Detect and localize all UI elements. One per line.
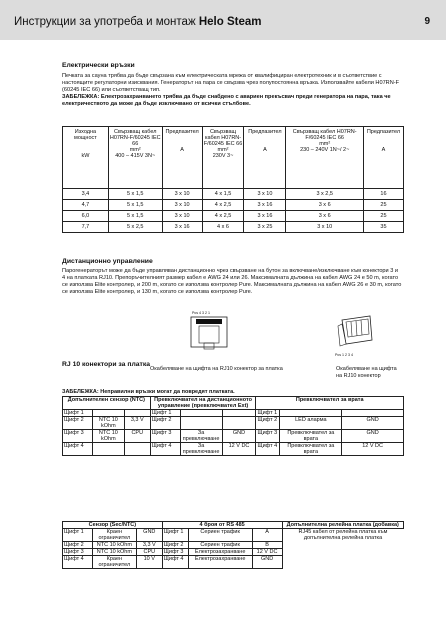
wiring-cell: GND bbox=[342, 417, 404, 430]
wiring-cell: 3,3 V bbox=[124, 417, 150, 430]
power-cell: 3 x 2,5 bbox=[286, 189, 364, 200]
bottom-table-header-row bbox=[63, 522, 404, 529]
wiring-cell: Щифт 3 bbox=[63, 430, 93, 443]
power-cable-table bbox=[62, 126, 404, 233]
wiring-table-row bbox=[63, 430, 404, 443]
header-title-prefix: Инструкции за употреба и монтаж bbox=[14, 16, 199, 28]
wiring-cell bbox=[342, 410, 404, 417]
rj10-caption-left: Окабеляване на щифта на RJ10 конектор за платка bbox=[150, 366, 283, 372]
wiring-cell bbox=[222, 410, 256, 417]
rj10-plug-icon bbox=[336, 310, 376, 350]
rj10-caption-right-2: на RJ10 конектор bbox=[336, 373, 381, 379]
remote-paragraph: Парогенераторът може да бъде управляван дистанционно чрез свързване на бутон за включване/изключване към конектори 3 и 4 на платката RJ10. Препоръчителният размер кабел е AWG 24 или 26. Максималната дължина на кабел AWG 24 е 50 m, когато се използва Elite контролер, и 200 m, когато се използва контролер Pure. Максималната дължина на кабел AWG 26 е 30 m, когато се използва Elite контролер, и 130 m, когато се използва контролер Pure. bbox=[62, 268, 402, 296]
power-header-cable1-label: Свързващ кабел H07RN-F/60245 IEC 66 bbox=[109, 129, 161, 147]
power-unit-3: mm² bbox=[217, 147, 229, 153]
power-cell: 5 x 2,5 bbox=[108, 222, 162, 233]
electrical-title: Електрически връзки bbox=[62, 62, 135, 69]
wiring-cell: 12 V DC bbox=[222, 443, 256, 456]
power-cell: 3 x 16 bbox=[244, 211, 286, 222]
rj10-title: RJ 10 конектори за платка bbox=[62, 361, 151, 368]
power-cell: 4 x 2,5 bbox=[202, 200, 244, 211]
bottom-sensor-cell: Краен ограничител bbox=[92, 529, 136, 542]
bottom-sensor-header: Сензор (Sec/NTC) bbox=[63, 522, 163, 529]
power-cell: 3 x 16 bbox=[162, 222, 202, 233]
remote-title: Дистанционно управление bbox=[62, 258, 153, 265]
power-cell: 3 x 10 bbox=[162, 211, 202, 222]
power-header-output-label: Изходна мощност bbox=[74, 129, 97, 141]
bottom-rs-cell: Електрозахранване bbox=[188, 556, 252, 569]
wiring-cell bbox=[180, 410, 222, 417]
page-number: 9 bbox=[424, 16, 430, 27]
bottom-sensor-cell: Щифт 4 bbox=[63, 556, 93, 569]
wiring-table-row bbox=[63, 443, 404, 456]
power-cell: 5 x 1,5 bbox=[108, 211, 162, 222]
power-header-fuse1 bbox=[162, 127, 202, 189]
bottom-sensor-cell: Щифт 3 bbox=[63, 549, 93, 556]
wiring-cell: Щифт 1 bbox=[256, 410, 280, 417]
power-voltage-1: 400 – 415V 3N~ bbox=[115, 153, 156, 159]
wiring-cell bbox=[280, 410, 342, 417]
power-header-cable3 bbox=[286, 127, 364, 189]
power-voltage-2: 230V 3~ bbox=[212, 153, 234, 159]
power-unit-6: A bbox=[381, 147, 386, 153]
power-table-header-row bbox=[63, 127, 404, 189]
power-unit-2: A bbox=[180, 147, 184, 153]
bottom-sensor-cell: Щифт 2 bbox=[63, 542, 93, 549]
power-table-row bbox=[63, 211, 404, 222]
wiring-cell bbox=[222, 417, 256, 430]
page-header bbox=[0, 0, 446, 40]
power-cell: 3 x 10 bbox=[162, 200, 202, 211]
rj10-board-connector-icon bbox=[190, 316, 228, 352]
bottom-sensor-cell: NTC 10 kOhm bbox=[92, 549, 136, 556]
bottom-table-body bbox=[63, 529, 404, 569]
wiring-remote-header: Превключвател на дистанционното управление (превключвател Ext) bbox=[150, 397, 256, 410]
electrical-section bbox=[62, 73, 402, 108]
wiring-table-row bbox=[63, 410, 404, 417]
header-title-brand: Helo Steam bbox=[198, 16, 262, 28]
power-voltage-3: 230 – 240V 1N~/ 2~ bbox=[300, 147, 350, 153]
wiring-table bbox=[62, 396, 404, 456]
header-title bbox=[14, 16, 261, 28]
power-header-cable2-label: Свързващ кабел H07RN-F/60245 IEC 66 bbox=[203, 129, 243, 147]
bottom-rs-header: 4 броя от RS 485 bbox=[162, 522, 282, 529]
wiring-cell bbox=[124, 443, 150, 456]
power-cell: 5 x 1,5 bbox=[108, 200, 162, 211]
wiring-cell: Щифт 4 bbox=[256, 443, 280, 456]
power-cell: 3 x 25 bbox=[244, 222, 286, 233]
wiring-cell: Щифт 2 bbox=[150, 417, 180, 430]
bottom-rs-cell: Сериен трафик bbox=[188, 529, 252, 542]
power-cell: 4 x 1,5 bbox=[202, 189, 244, 200]
power-cell: 4 x 6 bbox=[202, 222, 244, 233]
power-unit-kw: kW bbox=[81, 153, 90, 159]
power-cell: 3 x 10 bbox=[244, 189, 286, 200]
electrical-paragraph: Печката за сауна трябва да бъде свързана към електрическата мрежа от квалифициран електротехник и в съответствие с настоящите регулаторни изисквания. Генераторът на пара се свързва чрез полупостоянна връзка. Използвайте кабели H07RN-F (60245 IEC 66) или съответстващ тип. bbox=[62, 73, 400, 94]
wiring-cell: GND bbox=[342, 430, 404, 443]
bottom-rs-cell: Електрозахранване bbox=[188, 549, 252, 556]
power-cell: 3 x 6 bbox=[286, 211, 364, 222]
wiring-cell: За превключване bbox=[180, 443, 222, 456]
bottom-relay-text: RJ45 кабел от релейна платка към допълнителна релейна платка bbox=[282, 529, 404, 569]
bottom-rs-cell: Щифт 1 bbox=[162, 529, 188, 542]
power-cell: 5 x 1,5 bbox=[108, 189, 162, 200]
rj10-pin-label-top: Pcs 4 3 2 1 bbox=[192, 311, 210, 315]
bottom-sensor-cell: GND bbox=[136, 529, 162, 542]
wiring-cell: CPU bbox=[124, 430, 150, 443]
power-table-row bbox=[63, 222, 404, 233]
power-header-fuse2 bbox=[244, 127, 286, 189]
bottom-rs-cell: 12 V DC bbox=[252, 549, 282, 556]
power-cell: 4,7 bbox=[63, 200, 109, 211]
power-header-fuse3-label: Предпазител bbox=[366, 129, 401, 135]
power-cell: 3 x 10 bbox=[286, 222, 364, 233]
wiring-cell: NTC 10 kOhm bbox=[92, 417, 124, 430]
wiring-cell: Превключвател за врата bbox=[280, 443, 342, 456]
power-cell: 3 x 16 bbox=[244, 200, 286, 211]
bottom-sensor-cell: NTC 10 kOhm bbox=[92, 542, 136, 549]
bottom-sensor-cell: 3,3 V bbox=[136, 542, 162, 549]
wiring-sensor-header: Допълнителен сензор (NTC) bbox=[63, 397, 151, 410]
bottom-sensor-cell: 10 V bbox=[136, 556, 162, 569]
power-header-cable2 bbox=[202, 127, 244, 189]
wiring-cell: Щифт 4 bbox=[150, 443, 180, 456]
bottom-relay-header: Допълнителна релейна платка (добавка) bbox=[282, 522, 404, 529]
wiring-table-row bbox=[63, 417, 404, 430]
power-cell: 3 x 6 bbox=[286, 200, 364, 211]
wiring-cell: LED аларма bbox=[280, 417, 342, 430]
wiring-cell: Щифт 2 bbox=[63, 417, 93, 430]
power-cell: 35 bbox=[363, 222, 403, 233]
bottom-rs-cell: Сериен трафик bbox=[188, 542, 252, 549]
wiring-cell: GND bbox=[222, 430, 256, 443]
power-cell: 25 bbox=[363, 211, 403, 222]
power-cell: 3,4 bbox=[63, 189, 109, 200]
wiring-cell: Щифт 1 bbox=[150, 410, 180, 417]
wiring-cell: 12 V DC bbox=[342, 443, 404, 456]
wiring-note: ЗАБЕЛЕЖКА: Неправилни връзки могат да повредят платката. bbox=[62, 389, 235, 395]
power-cell: 6,0 bbox=[63, 211, 109, 222]
power-header-cable3-label: Свързващ кабел H07RN-F/60245 IEC 66 bbox=[292, 129, 357, 141]
bottom-rs-cell: Щифт 4 bbox=[162, 556, 188, 569]
wiring-cell: За превключване bbox=[180, 430, 222, 443]
wiring-cell bbox=[92, 410, 124, 417]
wiring-cell: Щифт 2 bbox=[256, 417, 280, 430]
wiring-cell bbox=[124, 410, 150, 417]
electrical-note: ЗАБЕЛЕЖКА: Електрозахранването трябва да бъде снабдено с авариен прекъсвач преди генератора на пара, така че електричеството да може да бъде изключвано от всички стълбове. bbox=[62, 94, 391, 108]
bottom-rs-cell: Щифт 3 bbox=[162, 549, 188, 556]
wiring-cell: Превключвател за врата bbox=[280, 430, 342, 443]
power-cell: 7,7 bbox=[63, 222, 109, 233]
power-unit-1: mm² bbox=[129, 147, 141, 153]
bottom-sensor-cell: Щифт 1 bbox=[63, 529, 93, 542]
wiring-door-header: Превключвател за врата bbox=[256, 397, 404, 410]
bottom-rs-cell: GND bbox=[252, 556, 282, 569]
power-cell: 4 x 2,5 bbox=[202, 211, 244, 222]
rj10-pin-label-bottom: Pcs 1 2 3 4 bbox=[335, 353, 353, 357]
wiring-cell: Щифт 4 bbox=[63, 443, 93, 456]
wiring-table-body bbox=[63, 410, 404, 456]
wiring-table-header-row bbox=[63, 397, 404, 410]
power-unit-4: A bbox=[263, 147, 267, 153]
power-header-fuse3 bbox=[363, 127, 403, 189]
power-cell: 3 x 10 bbox=[162, 189, 202, 200]
wiring-cell bbox=[180, 417, 222, 430]
bottom-table-row bbox=[63, 529, 404, 542]
wiring-cell bbox=[92, 443, 124, 456]
bottom-sensor-cell: Краен ограничител bbox=[92, 556, 136, 569]
wiring-cell: NTC 10 kOhm bbox=[92, 430, 124, 443]
wiring-cell: Щифт 3 bbox=[256, 430, 280, 443]
power-header-output bbox=[63, 127, 109, 189]
power-table-body bbox=[63, 189, 404, 233]
bottom-connectors-table bbox=[62, 521, 404, 569]
bottom-rs-cell: A bbox=[252, 529, 282, 542]
power-header-fuse1-label: Предпазител bbox=[165, 129, 199, 135]
power-header-fuse2-label: Предпазител bbox=[248, 129, 282, 135]
bottom-rs-cell: Щифт 2 bbox=[162, 542, 188, 549]
power-cell: 25 bbox=[363, 200, 403, 211]
bottom-rs-cell: B bbox=[252, 542, 282, 549]
power-header-cable1 bbox=[108, 127, 162, 189]
power-table-row bbox=[63, 189, 404, 200]
bottom-sensor-cell: CPU bbox=[136, 549, 162, 556]
power-table-row bbox=[63, 200, 404, 211]
wiring-cell: Щифт 3 bbox=[150, 430, 180, 443]
wiring-cell: Щифт 1 bbox=[63, 410, 93, 417]
power-unit-5: mm² bbox=[319, 141, 331, 147]
rj10-caption-right-1: Окабеляване на щифта bbox=[336, 366, 397, 372]
power-cell: 16 bbox=[363, 189, 403, 200]
